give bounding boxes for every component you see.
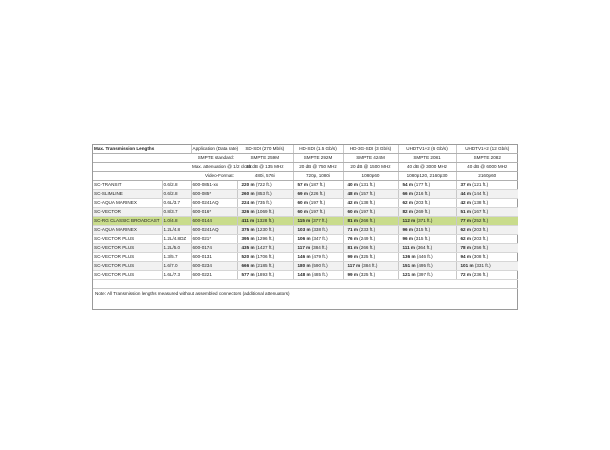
- length-feet: (325 ft.): [359, 272, 376, 277]
- part-number: 600-0241AQ: [191, 226, 237, 235]
- length-cell: [237, 271, 293, 280]
- length-cell: [237, 253, 293, 262]
- length-cell: [237, 190, 293, 199]
- column-rate: HD-SDI (1.5 Gb/s): [293, 145, 343, 154]
- length-meters: 62 m: [460, 236, 471, 241]
- header-label: SMPTE standard:: [191, 154, 237, 163]
- cable-name: SC-VECTOR PLUS: [93, 253, 162, 262]
- length-meters: 69 m: [297, 191, 308, 196]
- length-cell: [237, 235, 293, 244]
- length-feet: (167 ft.): [472, 209, 489, 214]
- table-row: [93, 262, 518, 271]
- column-smpte: SMPTE 2081: [398, 154, 456, 163]
- length-meters: 51 m: [460, 209, 471, 214]
- header-row: [93, 145, 518, 154]
- length-meters: 78 m: [460, 245, 471, 250]
- length-feet: (1328 ft.): [255, 218, 274, 223]
- length-meters: 76 m: [347, 236, 358, 241]
- table-row: [93, 181, 518, 190]
- length-cell: [456, 271, 518, 280]
- part-number: 600-085*: [191, 190, 237, 199]
- length-meters: 81 m: [347, 245, 358, 250]
- cable-dimension: 0.8/3.7: [162, 208, 191, 217]
- length-cell: [398, 217, 456, 226]
- length-cell: [398, 262, 456, 271]
- length-meters: 60 m: [347, 209, 358, 214]
- length-cell: [293, 190, 343, 199]
- length-feet: (315 ft.): [414, 227, 431, 232]
- length-cell: [343, 226, 398, 235]
- table-row: [93, 244, 518, 253]
- length-meters: 62 m: [402, 200, 413, 205]
- length-feet: (347 ft.): [311, 236, 328, 241]
- part-number: 600-0234: [191, 262, 237, 271]
- length-feet: (479 ft.): [311, 254, 328, 259]
- length-cell: [456, 208, 518, 217]
- length-cell: [237, 208, 293, 217]
- length-cell: [343, 271, 398, 280]
- cable-dimension: 1.2L/4.8: [162, 226, 191, 235]
- length-meters: 375 m: [241, 227, 255, 232]
- part-number: 600-0241AQ: [191, 199, 237, 208]
- length-feet: (485 ft.): [311, 272, 328, 277]
- column-format: 480i, 576i: [237, 172, 293, 181]
- length-feet: (384 ft.): [311, 245, 328, 250]
- length-meters: 40 m: [347, 182, 358, 187]
- length-meters: 96 m: [402, 227, 413, 232]
- cable-name: SC-VECTOR PLUS: [93, 235, 162, 244]
- length-cell: [456, 235, 518, 244]
- length-feet: (249 ft.): [359, 236, 376, 241]
- table-row: [93, 253, 518, 262]
- length-meters: 101 m: [460, 263, 474, 268]
- part-number: 600-0851-xx: [191, 181, 237, 190]
- transmission-table-frame: [92, 144, 518, 310]
- length-feet: (1296 ft.): [255, 236, 275, 241]
- spacer-cell: [93, 280, 518, 289]
- length-meters: 435 m: [241, 245, 255, 250]
- table-row: [93, 208, 518, 217]
- length-meters: 111 m: [402, 245, 416, 250]
- length-feet: (364 ft.): [416, 245, 433, 250]
- column-smpte: SMPTE 259M: [237, 154, 293, 163]
- length-feet: (308 ft.): [472, 254, 489, 259]
- length-cell: [293, 271, 343, 280]
- length-meters: 220 m: [241, 182, 255, 187]
- length-meters: 151 m: [402, 263, 416, 268]
- column-format: 720p, 1080i: [293, 172, 343, 181]
- length-cell: [456, 262, 518, 271]
- length-feet: (338 ft.): [311, 227, 328, 232]
- part-number: 600-0144: [191, 217, 237, 226]
- length-feet: (138 ft.): [359, 200, 376, 205]
- length-meters: 112 m: [402, 218, 416, 223]
- length-cell: [456, 253, 518, 262]
- table-row: [93, 199, 518, 208]
- length-meters: 121 m: [402, 272, 416, 277]
- length-meters: 106 m: [297, 236, 311, 241]
- length-feet: (177 ft.): [414, 182, 431, 187]
- length-meters: 326 m: [241, 209, 255, 214]
- length-feet: (397 ft.): [416, 272, 433, 277]
- column-rate: SD-SDI (270 Mb/s): [237, 145, 293, 154]
- length-meters: 115 m: [297, 218, 311, 223]
- length-meters: 72 m: [460, 272, 471, 277]
- part-number: 600-0221: [191, 271, 237, 280]
- length-meters: 395 m: [241, 236, 255, 241]
- length-cell: [456, 217, 518, 226]
- table-row: [93, 271, 518, 280]
- cable-dimension: 1.3/5.7: [162, 253, 191, 262]
- length-cell: [456, 199, 518, 208]
- length-feet: (1427 ft.): [255, 245, 275, 250]
- length-meters: 117 m: [347, 263, 361, 268]
- length-meters: 82 m: [402, 209, 413, 214]
- length-meters: 62 m: [460, 227, 471, 232]
- header-blank: [93, 163, 191, 172]
- column-atten: 30 dB @ 135 MHz: [237, 163, 293, 172]
- length-cell: [398, 226, 456, 235]
- length-cell: [456, 190, 518, 199]
- length-meters: 77 m: [460, 218, 471, 223]
- length-meters: 42 m: [460, 200, 471, 205]
- length-cell: [343, 199, 398, 208]
- length-cell: [343, 208, 398, 217]
- part-number: 600-016*: [191, 208, 237, 217]
- header-row: [93, 163, 518, 172]
- table-title: Max. Transmission Lengths: [93, 145, 191, 154]
- length-feet: (377 ft.): [311, 218, 328, 223]
- length-cell: [343, 244, 398, 253]
- cable-name: SC-AQUA MARINEX: [93, 226, 162, 235]
- length-feet: (331 ft.): [474, 263, 491, 268]
- length-feet: (371 ft.): [416, 218, 433, 223]
- length-feet: (157 ft.): [359, 191, 376, 196]
- length-feet: (226 ft.): [309, 191, 326, 196]
- length-feet: (722 ft.): [255, 182, 272, 187]
- table-row: [93, 235, 518, 244]
- length-cell: [293, 208, 343, 217]
- length-feet: (269 ft.): [414, 209, 431, 214]
- header-row: [93, 154, 518, 163]
- length-feet: (197 ft.): [309, 209, 326, 214]
- length-feet: (495 ft.): [416, 263, 433, 268]
- length-cell: [293, 253, 343, 262]
- length-cell: [293, 181, 343, 190]
- length-feet: (144 ft.): [472, 191, 489, 196]
- length-feet: (1230 ft.): [255, 227, 275, 232]
- length-feet: (446 ft.): [416, 254, 433, 259]
- length-cell: [237, 262, 293, 271]
- length-meters: 42 m: [347, 200, 358, 205]
- length-feet: (187 ft.): [309, 182, 326, 187]
- length-cell: [343, 181, 398, 190]
- length-cell: [293, 244, 343, 253]
- length-feet: (266 ft.): [359, 245, 376, 250]
- length-feet: (2185 ft.): [255, 263, 275, 268]
- length-meters: 99 m: [347, 272, 358, 277]
- column-format: 1080p120, 2160p30: [398, 172, 456, 181]
- length-cell: [293, 199, 343, 208]
- length-meters: 99 m: [347, 254, 358, 259]
- length-feet: (256 ft.): [472, 245, 489, 250]
- length-cell: [237, 226, 293, 235]
- length-cell: [398, 253, 456, 262]
- length-meters: 54 m: [402, 182, 413, 187]
- length-meters: 103 m: [297, 227, 311, 232]
- table-row: [93, 217, 518, 226]
- length-feet: (197 ft.): [309, 200, 326, 205]
- length-cell: [398, 235, 456, 244]
- length-feet: (384 ft.): [361, 263, 378, 268]
- cable-dimension: 1.2L/5.0: [162, 244, 191, 253]
- header-label: Max. attenuation @ 1/2 clock:: [191, 163, 237, 172]
- length-feet: (121 ft.): [472, 182, 489, 187]
- length-cell: [237, 217, 293, 226]
- table-row: [93, 226, 518, 235]
- header-blank: [93, 154, 191, 163]
- length-feet: (233 ft.): [359, 227, 376, 232]
- column-rate: UHDTV1+2 (12 Gb/s): [456, 145, 518, 154]
- length-meters: 117 m: [297, 245, 311, 250]
- length-cell: [293, 235, 343, 244]
- length-cell: [398, 244, 456, 253]
- length-meters: 60 m: [297, 209, 308, 214]
- header-row: [93, 172, 518, 181]
- length-meters: 37 m: [460, 182, 471, 187]
- length-feet: (252 ft.): [472, 218, 489, 223]
- header-blank: [93, 172, 191, 181]
- length-feet: (315 ft.): [414, 236, 431, 241]
- length-meters: 180 m: [297, 263, 311, 268]
- length-cell: [398, 271, 456, 280]
- length-cell: [343, 190, 398, 199]
- length-meters: 260 m: [241, 191, 255, 196]
- length-meters: 57 m: [297, 182, 308, 187]
- cable-dimension: 1.6L/7.3: [162, 271, 191, 280]
- length-meters: 48 m: [347, 191, 358, 196]
- part-number: 600-021*: [191, 235, 237, 244]
- length-cell: [343, 217, 398, 226]
- cable-dimension: 0.6L/3.7: [162, 199, 191, 208]
- column-atten: 40 dB @ 3000 MHz: [398, 163, 456, 172]
- cable-dimension: 0.6/2.8: [162, 190, 191, 199]
- length-feet: (1893 ft.): [255, 272, 275, 277]
- header-label: Application (Data rate): [191, 145, 237, 154]
- column-smpte: SMPTE 424M: [343, 154, 398, 163]
- length-feet: (203 ft.): [414, 200, 431, 205]
- footnote: Note: All Transmission lengths measured without assembled connectors (additional attenuators): [95, 291, 290, 296]
- length-feet: (1706 ft.): [255, 254, 275, 259]
- length-meters: 44 m: [460, 191, 471, 196]
- column-smpte: SMPTE 292M: [293, 154, 343, 163]
- column-rate: HD-3G-SDI (3 Gb/s): [343, 145, 398, 154]
- length-meters: 136 m: [402, 254, 416, 259]
- table-row: [93, 190, 518, 199]
- column-atten: 20 dB @ 750 MHz: [293, 163, 343, 172]
- length-cell: [456, 226, 518, 235]
- column-smpte: SMPTE 2082: [456, 154, 518, 163]
- length-cell: [343, 235, 398, 244]
- header-label: Video-Format:: [191, 172, 237, 181]
- length-cell: [456, 244, 518, 253]
- length-cell: [293, 262, 343, 271]
- length-cell: [398, 208, 456, 217]
- column-format: 1080p60: [343, 172, 398, 181]
- length-cell: [343, 253, 398, 262]
- length-feet: (203 ft.): [472, 227, 489, 232]
- length-meters: 94 m: [460, 254, 471, 259]
- column-atten: 40 dB @ 6000 MHz: [456, 163, 518, 172]
- length-meters: 666 m: [241, 263, 255, 268]
- length-meters: 411 m: [241, 218, 255, 223]
- length-feet: (203 ft.): [472, 236, 489, 241]
- length-feet: (236 ft.): [472, 272, 489, 277]
- length-meters: 96 m: [402, 236, 413, 241]
- cable-name: SC-SLIMLINE: [93, 190, 162, 199]
- cable-dimension: 1.0/4.8: [162, 217, 191, 226]
- length-feet: (735 ft.): [255, 200, 272, 205]
- cable-name: SC-VECTOR PLUS: [93, 244, 162, 253]
- column-format: 2160p60: [456, 172, 518, 181]
- length-meters: 148 m: [297, 272, 311, 277]
- length-cell: [456, 181, 518, 190]
- length-cell: [293, 217, 343, 226]
- length-cell: [398, 181, 456, 190]
- length-meters: 71 m: [347, 227, 358, 232]
- length-feet: (138 ft.): [472, 200, 489, 205]
- length-feet: (197 ft.): [359, 209, 376, 214]
- cable-name: SC-VECTOR PLUS: [93, 262, 162, 271]
- transmission-lengths-table: [93, 145, 518, 289]
- column-rate: UHDTV1+2 (6 Gb/s): [398, 145, 456, 154]
- length-feet: (590 ft.): [311, 263, 328, 268]
- cable-dimension: 1.2L/4.8DZ: [162, 235, 191, 244]
- cable-name: SC-TRANSIT: [93, 181, 162, 190]
- length-feet: (266 ft.): [359, 218, 376, 223]
- column-atten: 20 dB @ 1500 MHz: [343, 163, 398, 172]
- length-feet: (325 ft.): [359, 254, 376, 259]
- length-cell: [293, 226, 343, 235]
- length-meters: 577 m: [241, 272, 255, 277]
- cable-name: SC-VECTOR: [93, 208, 162, 217]
- part-number: 600-0174: [191, 244, 237, 253]
- cable-name: SC-VECTOR PLUS: [93, 271, 162, 280]
- length-meters: 224 m: [241, 200, 255, 205]
- length-feet: (853 ft.): [255, 191, 272, 196]
- length-meters: 60 m: [297, 200, 308, 205]
- length-feet: (1069 ft.): [255, 209, 275, 214]
- part-number: 600-0131: [191, 253, 237, 262]
- length-meters: 81 m: [347, 218, 358, 223]
- length-cell: [237, 181, 293, 190]
- spacer-row: [93, 280, 518, 289]
- length-meters: 520 m: [241, 254, 255, 259]
- length-feet: (216 ft.): [414, 191, 431, 196]
- length-cell: [343, 262, 398, 271]
- cable-name: SC-AQUA MARINEX: [93, 199, 162, 208]
- cable-dimension: 0.6/2.8: [162, 181, 191, 190]
- length-cell: [237, 199, 293, 208]
- cable-name: SC-RG CLASSIC BROADCAST: [93, 217, 162, 226]
- length-feet: (131 ft.): [359, 182, 376, 187]
- length-meters: 146 m: [297, 254, 311, 259]
- length-meters: 66 m: [402, 191, 413, 196]
- length-cell: [398, 190, 456, 199]
- cable-dimension: 1.6/7.0: [162, 262, 191, 271]
- length-cell: [237, 244, 293, 253]
- length-cell: [398, 199, 456, 208]
